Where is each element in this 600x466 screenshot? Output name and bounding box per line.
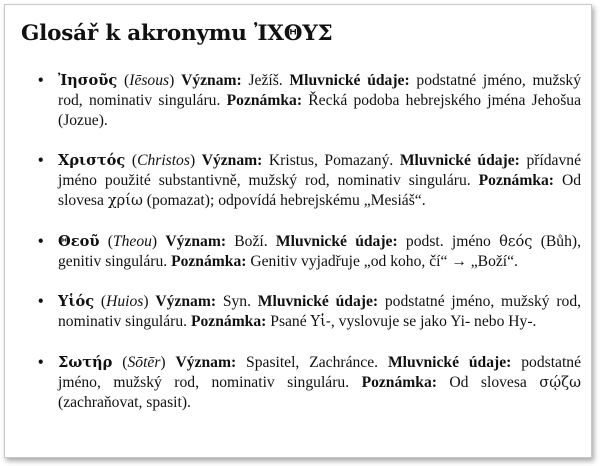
grammar-label: Mluvnické údaje: <box>257 293 379 311</box>
greek-term: σῴζω <box>539 373 581 391</box>
entry-grammar: podstatné jméno, mužský rod, nominativ singuláru. <box>58 353 582 391</box>
glossary-entry <box>35 71 581 130</box>
grammar-label: Mluvnické údaje: <box>289 72 410 89</box>
entry-meaning: Ježíš. <box>248 72 283 89</box>
entry-grammar: podstatné jméno, mužský rod, nominativ singuláru. <box>58 72 582 109</box>
entry-note <box>270 313 536 330</box>
bullet-icon: • <box>38 293 44 311</box>
glossary-entry <box>35 151 581 210</box>
glossary-list <box>35 71 581 433</box>
text-fragment: (zachraňovat, spasit). <box>58 393 191 411</box>
greek-term: Υἱ- <box>310 313 331 331</box>
meaning-label: Význam: <box>181 72 242 89</box>
entry-transliteration: Huios <box>106 293 144 311</box>
entry-transliteration-wrap: (Iēsous) <box>124 72 175 89</box>
greek-term: χρίω <box>107 191 143 209</box>
text-fragment: (pomazat); odpovídá hebrejskému „Mesiáš“. <box>142 191 426 209</box>
entry-meaning: Spasitel, Zachránce. <box>246 353 379 371</box>
entry-lemma: Ἰησοῦς <box>58 72 118 89</box>
entry-transliteration: Theou <box>112 232 152 250</box>
entry-lemma: Υἱός <box>58 293 95 311</box>
entry-meaning: Kristus, Pomazaný. <box>268 152 394 170</box>
text-fragment: Genitiv vyjadřuje „od koho, čí“ → „Boží“. <box>250 252 518 270</box>
entry-lemma: Χριστός <box>58 152 126 170</box>
bullet-icon: • <box>38 353 44 371</box>
glossary-entry <box>35 292 581 332</box>
text-fragment: Od slovesa <box>449 373 540 391</box>
note-label: Poznámka: <box>190 313 267 331</box>
meaning-label: Význam: <box>201 152 263 170</box>
entry-transliteration-wrap: (Sōtēr) <box>122 353 166 371</box>
text-fragment: Od slovesa <box>58 172 581 209</box>
entry-lemma: Θεοῦ <box>58 232 100 250</box>
entry-note <box>250 253 518 270</box>
document-page <box>4 4 592 458</box>
glossary-entry <box>35 232 581 272</box>
text-fragment: podst. jméno <box>405 232 500 250</box>
text-fragment: (Bůh), genitiv singuláru. <box>58 232 581 270</box>
bullet-icon: • <box>38 232 44 250</box>
entry-grammar: podstatné jméno, mužský rod, nominativ singuláru. <box>58 293 582 331</box>
bullet-icon: • <box>38 72 44 89</box>
entry-transliteration: Iēsous <box>129 72 170 89</box>
text-fragment: Psané <box>270 313 311 331</box>
note-label: Poznámka: <box>226 91 303 109</box>
meaning-label: Význam: <box>175 353 237 371</box>
note-label: Poznámka: <box>478 172 554 190</box>
entry-grammar: přídavné jméno použité substantivně, mužský rod, nominativ singuláru. <box>58 152 581 190</box>
entry-transliteration: Christos <box>137 152 190 170</box>
greek-term: θεός <box>499 232 533 250</box>
note-label: Poznámka: <box>361 373 437 391</box>
page-title: Glosář k akronymu ἸΧΘΥΣ <box>21 21 333 46</box>
text-fragment: , vyslovuje se jako Yi- nebo Hy-. <box>330 313 537 331</box>
entry-transliteration-wrap: (Christos) <box>131 152 196 170</box>
grammar-label: Mluvnické údaje: <box>399 152 520 170</box>
entry-transliteration-wrap: (Huios) <box>100 293 149 311</box>
entry-lemma: Σωτήρ <box>58 353 113 371</box>
entry-transliteration-wrap: (Theou) <box>107 232 158 250</box>
entry-meaning: Boží. <box>234 232 268 250</box>
meaning-label: Význam: <box>165 232 227 250</box>
meaning-label: Význam: <box>155 293 217 311</box>
glossary-entry <box>35 353 581 412</box>
bullet-icon: • <box>38 152 44 170</box>
note-label: Poznámka: <box>171 252 247 270</box>
grammar-label: Mluvnické údaje: <box>387 353 512 371</box>
entry-meaning: Syn. <box>222 293 251 311</box>
text-fragment: Řecká podoba hebrejského jména Jehošua (Jozue). <box>58 91 581 129</box>
entry-transliteration: Sōtēr <box>127 353 161 371</box>
grammar-label: Mluvnické údaje: <box>275 232 398 250</box>
